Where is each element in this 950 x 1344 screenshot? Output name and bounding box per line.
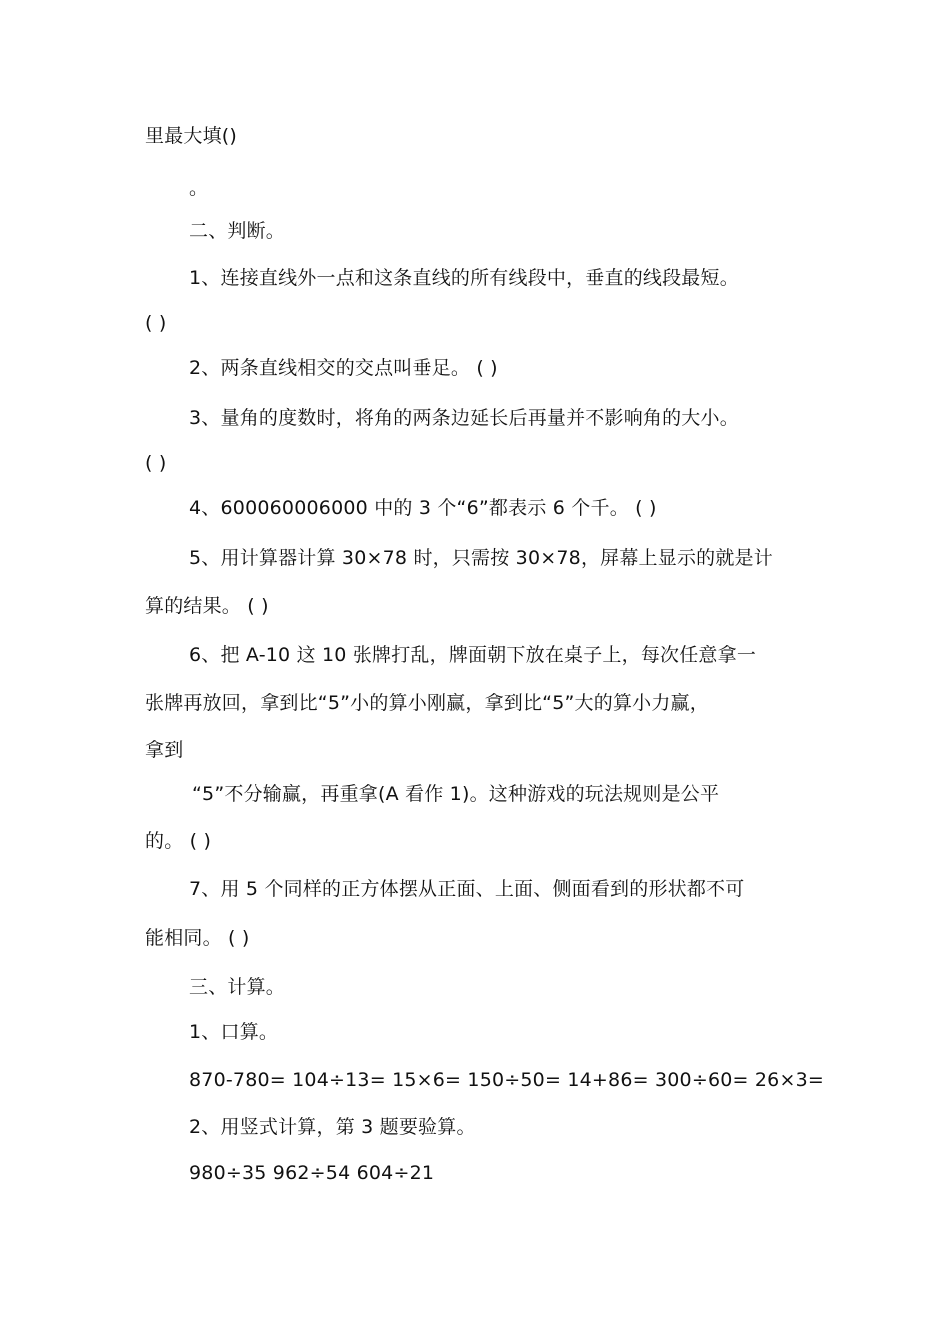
judgment-item-3-answer: ( ): [145, 452, 167, 474]
judgment-item-6-cont: 张牌再放回，拿到比“5”小的算小刚赢，拿到比“5”大的算小力赢，: [145, 692, 709, 714]
calculation-vertical-heading: 2、用竖式计算，第 3 题要验算。: [189, 1116, 476, 1138]
judgment-item-2: 2、两条直线相交的交点叫垂足。 ( ): [189, 357, 498, 379]
calculation-vertical-problems: 980÷35 962÷54 604÷21: [189, 1162, 435, 1184]
judgment-item-6: 6、把 A-10 这 10 张牌打乱，牌面朝下放在桌子上，每次任意拿一: [189, 644, 757, 666]
section-heading-judgment: 二、判断。: [189, 220, 286, 242]
calculation-oral-heading: 1、口算。: [189, 1021, 279, 1043]
judgment-item-1: 1、连接直线外一点和这条直线的所有线段中，垂直的线段最短。: [189, 267, 739, 289]
judgment-item-5-cont: 算的结果。 ( ): [145, 595, 269, 617]
calculation-oral-problems: 870-780= 104÷13= 15×6= 150÷50= 14+86= 300÷60= 26×3=: [189, 1069, 824, 1091]
judgment-item-1-answer: ( ): [145, 312, 167, 334]
judgment-item-5: 5、用计算器计算 30×78 时，只需按 30×78，屏幕上显示的就是计: [189, 547, 773, 569]
section-heading-calculation: 三、计算。: [189, 976, 286, 998]
judgment-item-4: 4、600060006000 中的 3 个“6”都表示 6 个千。 ( ): [189, 497, 657, 519]
judgment-item-3: 3、量角的度数时，将角的两条边延长后再量并不影响角的大小。: [189, 407, 739, 429]
judgment-item-7-cont: 能相同。 ( ): [145, 927, 250, 949]
judgment-item-6-cont-2: 拿到: [145, 739, 184, 761]
judgment-item-6-cont-4: 的。 ( ): [145, 830, 212, 852]
judgment-item-6-cont-3: “5”不分输赢，再重拿(A 看作 1)。这种游戏的玩法规则是公平: [192, 783, 720, 805]
fill-blank-continuation: 里最大填(): [145, 125, 238, 147]
judgment-item-7: 7、用 5 个同样的正方体摆从正面、上面、侧面看到的形状都不可: [189, 878, 745, 900]
period-line: 。: [189, 177, 209, 199]
